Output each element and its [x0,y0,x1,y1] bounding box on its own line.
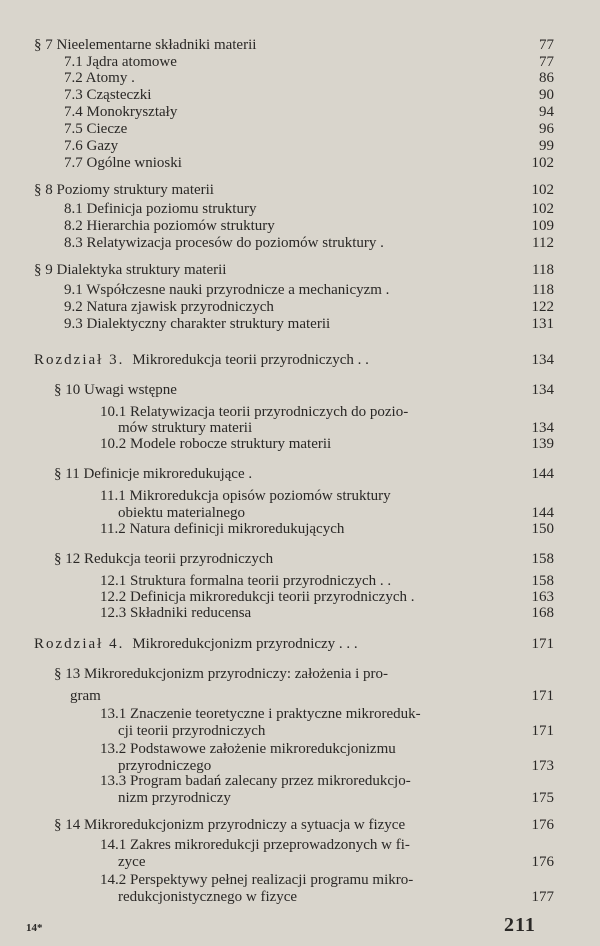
toc-entry-title: 11.2 Natura definicji mikroredukujących [100,521,345,537]
toc-entry-title: 10.1 Relatywizacja teorii przyrodniczych do pozio- [100,404,409,420]
toc-entry-title: 13.2 Podstawowe założenie mikroredukcjonizmu [100,741,396,757]
toc-entry-title: 12.3 Składniki reducensa [100,605,252,621]
toc-entry-title: § 13 Mikroredukcjonizm przyrodniczy: założenia i pro- [54,666,389,682]
toc-entry [54,464,252,484]
toc-page-number: 102 [531,155,554,171]
toc-page-number: 173 [531,758,554,774]
toc-page-number: 163 [531,589,554,605]
toc-entry-title: § 14 Mikroredukcjonizm przyrodniczy a sytuacja w fizyce [54,817,406,833]
toc-entry [54,664,388,684]
toc-entry [34,260,226,280]
toc-entry [100,603,251,623]
toc-entry-title: § 10 Uwagi wstępne [54,382,177,398]
toc-entry [70,686,101,706]
toc-page-number: 131 [531,316,554,332]
toc-page-number: 118 [532,282,554,298]
toc-entry [34,634,358,654]
toc-entry [100,835,410,855]
toc-entry-title: 11.1 Mikroredukcja opisów poziomów struktury [100,488,391,504]
toc-entry-title: 7.3 Cząsteczki [64,87,152,103]
toc-entry-title: 9.3 Dialektyczny charakter struktury materii [64,316,331,332]
toc-page-number: 177 [531,889,554,905]
toc-page-number: 144 [531,505,554,521]
toc-entry [100,519,344,539]
toc-page-number: 134 [531,352,554,368]
toc-page-number: 144 [531,466,554,482]
toc-entry-title: 7.6 Gazy [64,138,119,154]
toc-page-number: 77 [539,37,554,53]
toc-entry-title: 14.2 Perspektywy pełnej realizacji programu mikro- [100,872,414,888]
toc-entry-title: 8.1 Definicja poziomu struktury [64,201,257,217]
toc-page-number: 171 [531,636,554,652]
toc-entry-title: 12.1 Struktura formalna teorii przyrodniczych . . [100,573,392,589]
toc-page-number: 134 [531,420,554,436]
toc-entry-title: 12.2 Definicja mikroredukcji teorii przyrodniczych . [100,589,415,605]
toc-entry-title: 7.1 Jądra atomowe [64,54,177,70]
toc-page-number: 168 [531,605,554,621]
toc-entry [64,233,384,253]
toc-page-number: 96 [539,121,554,137]
toc-entry-title: 7.4 Monokryształy [64,104,178,120]
toc-entry [54,549,273,569]
toc-page-number: 112 [532,235,554,251]
toc-entry-title: 14.1 Zakres mikroredukcji przeprowadzonych w fi- [100,837,410,853]
toc-entry [100,434,331,454]
toc-entry-title: zyce [118,854,146,870]
toc-entry-title: 10.2 Modele robocze struktury materii [100,436,332,452]
toc-entry [118,852,145,872]
toc-page-number: 176 [531,854,554,870]
toc-entry-title: 13.1 Znaczenie teoretyczne i praktyczne mikroreduk- [100,706,421,722]
toc-entry-title: 7.2 Atomy . [64,70,135,86]
toc-entry [54,380,177,400]
toc-entry [64,314,330,334]
toc-page-number: 158 [531,551,554,567]
toc-entry-title: nizm przyrodniczy [118,790,231,806]
toc-entry-title: Mikroredukcjonizm przyrodniczy . . . [132,636,358,652]
toc-entry-title: 9.1 Współczesne nauki przyrodnicze a mechanicyzm . [64,282,390,298]
toc-page-number: 122 [531,299,554,315]
toc-page-number: 99 [539,138,554,154]
toc-page-number: 150 [531,521,554,537]
toc-page-number: 94 [539,104,554,120]
toc-entry [118,721,265,741]
toc-entry-title: 7.5 Ciecze [64,121,128,137]
toc-entry-title: § 9 Dialektyka struktury materii [34,262,227,278]
toc-entry-title: 13.3 Program badań zalecany przez mikroredukcjo- [100,773,411,789]
toc-entry-title: mów struktury materii [118,420,253,436]
toc-page-number: 109 [531,218,554,234]
toc-entry-title: Mikroredukcja teorii przyrodniczych . . [132,352,369,368]
toc-entry-title: § 11 Definicje mikroredukujące . [54,466,253,482]
toc-page-number: 102 [531,201,554,217]
toc-entry-title: 9.2 Natura zjawisk przyrodniczych [64,299,274,315]
toc-entry [34,350,369,370]
printer-signature: 14* [26,922,43,934]
toc-entry-title: przyrodniczego [118,758,212,774]
toc-page-number: 171 [531,688,554,704]
toc-entry-title: 8.2 Hierarchia poziomów struktury [64,218,275,234]
toc-page-number: 134 [531,382,554,398]
toc-page-number: 102 [531,182,554,198]
toc-page-number: 139 [531,436,554,452]
toc-entry [54,815,405,835]
toc-page-number: 158 [531,573,554,589]
toc-entry [118,887,297,907]
toc-page-number: 90 [539,87,554,103]
toc-entry-title: § 12 Redukcja teorii przyrodniczych [54,551,274,567]
toc-entry-title: 8.3 Relatywizacja procesów do poziomów struktury . [64,235,384,251]
toc-page-number: 86 [539,70,554,86]
toc-entry-title: § 8 Poziomy struktury materii [34,182,214,198]
chapter-label: Rozdział 4. [34,636,125,652]
toc-page-number: 118 [532,262,554,278]
toc-entry [118,788,231,808]
toc-page-number: 171 [531,723,554,739]
toc-entry [64,153,182,173]
chapter-label: Rozdział 3. [34,352,125,368]
toc-entry-title: redukcjonistycznego w fizyce [118,889,298,905]
toc-entry-title: obiektu materialnego [118,505,246,521]
page-number: 211 [504,914,536,936]
toc-entry [34,180,214,200]
toc-page-number: 176 [531,817,554,833]
toc-entry-title: 7.7 Ogólne wnioski [64,155,182,171]
toc-entry-title: gram [70,688,101,704]
toc-page-number: 77 [539,54,554,70]
toc-page-number: 175 [531,790,554,806]
toc-entry-title: cji teorii przyrodniczych [118,723,266,739]
toc-entry-title: § 7 Nieelementarne składniki materii [34,37,257,53]
